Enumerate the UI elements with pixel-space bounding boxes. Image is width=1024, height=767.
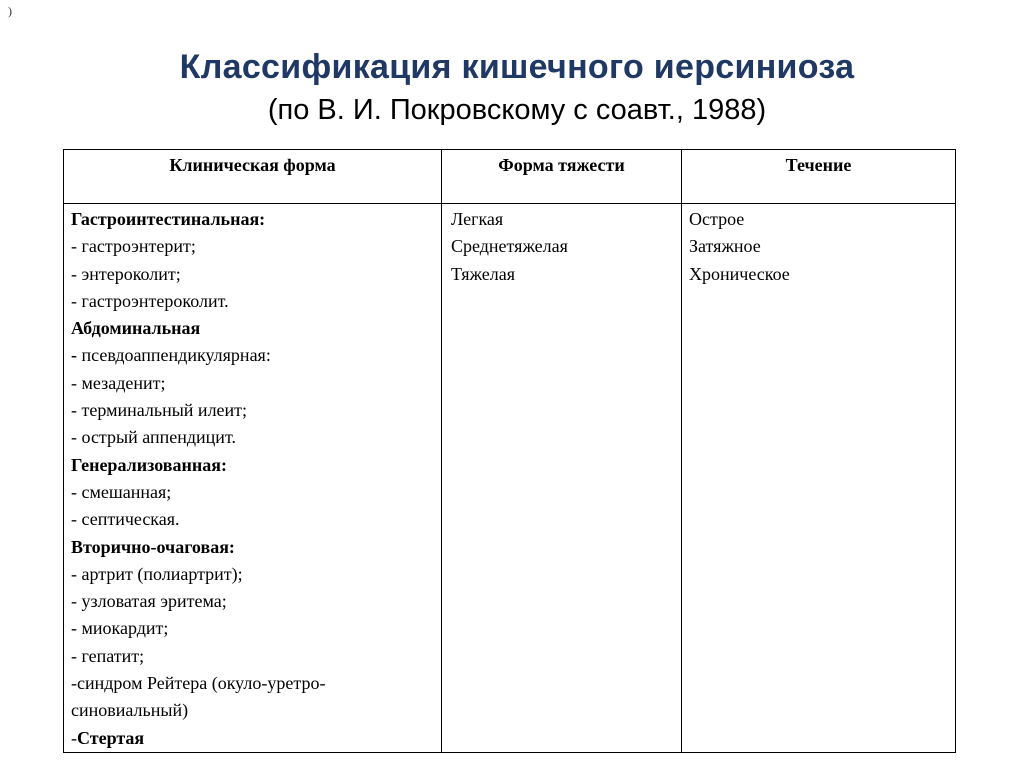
severity-item: Среднетяжелая	[451, 236, 568, 257]
classification-table	[63, 149, 956, 753]
course-item: Хроническое	[689, 263, 790, 284]
form-item: - смешанная;	[71, 481, 172, 502]
form-item: - гастроэнтероколит.	[71, 290, 229, 311]
course-list	[689, 206, 955, 288]
form-item: - узловатая эритема;	[71, 591, 227, 612]
clinical-forms-cell	[64, 204, 442, 753]
form-item: - гастроэнтерит;	[71, 236, 196, 257]
severity-item: Легкая	[451, 209, 504, 229]
form-item: - гепатит;	[71, 645, 145, 666]
header-severity: Форма тяжести	[442, 150, 682, 204]
form-item	[71, 342, 441, 369]
form-group-heading: Вторично-очаговая:	[71, 536, 235, 557]
corner-mark: )	[8, 4, 12, 18]
form-item-bold-part: -	[71, 345, 77, 366]
page-title: Классификация кишечного иерсиниоза	[179, 48, 855, 86]
form-group-heading: Гастроинтестинальная:	[71, 209, 266, 229]
form-item: синовиальный)	[71, 700, 189, 721]
table-row	[64, 204, 956, 753]
form-item-bold-part: Стертая	[77, 727, 145, 748]
form-item: - миокардит;	[71, 618, 169, 639]
clinical-forms-list	[71, 206, 441, 752]
form-item-text: псевдоаппендикулярная:	[77, 345, 271, 366]
form-item: - септическая.	[71, 509, 180, 530]
form-item: -синдром Рейтера (окуло-уретро-	[71, 673, 326, 694]
form-item: - терминальный илеит;	[71, 400, 248, 421]
form-item-text: -	[71, 727, 77, 748]
page-subtitle: (по В. И. Покровскому с соавт., 1988)	[267, 94, 767, 126]
severity-list	[451, 206, 681, 288]
form-item	[71, 725, 441, 752]
severity-item: Тяжелая	[451, 263, 516, 284]
form-item: - артрит (полиартрит);	[71, 563, 243, 584]
header-course: Течение	[682, 150, 956, 204]
form-group-heading: Генерализованная:	[71, 454, 227, 475]
table-header-row	[64, 150, 956, 204]
form-group-heading: Абдоминальная	[71, 318, 201, 339]
course-cell	[682, 204, 956, 753]
form-item: - энтероколит;	[71, 263, 181, 284]
form-item: - мезаденит;	[71, 372, 166, 393]
form-item: - острый аппендицит.	[71, 427, 236, 448]
course-item: Острое	[689, 209, 745, 229]
header-clinical-form: Клиническая форма	[64, 150, 442, 204]
severity-cell	[442, 204, 682, 753]
course-item: Затяжное	[689, 236, 761, 257]
